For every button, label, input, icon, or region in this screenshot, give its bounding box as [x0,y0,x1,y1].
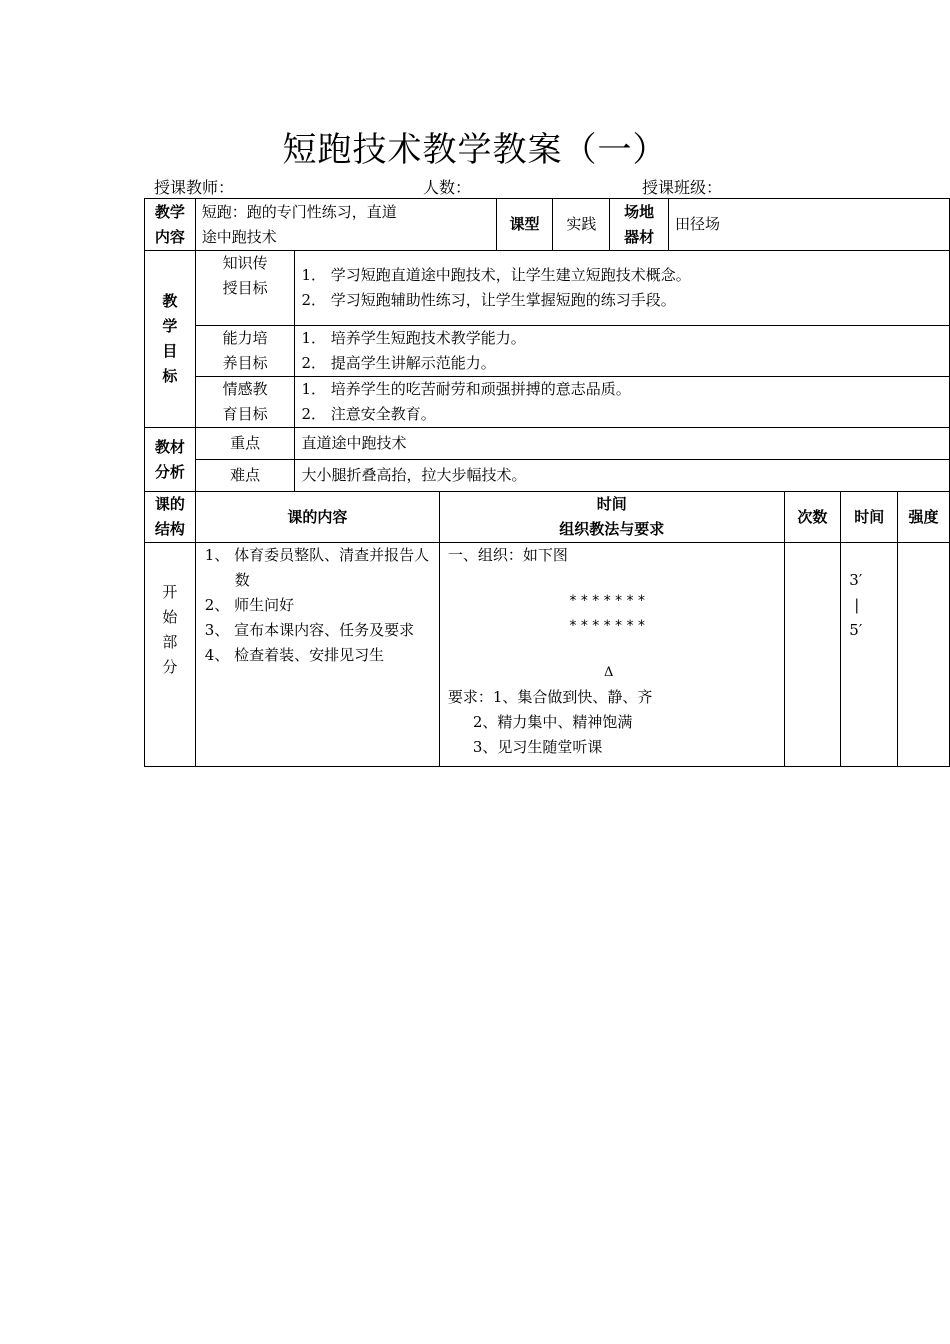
type-value: 实践 [553,199,610,251]
duration-header: 时间 [841,492,898,543]
list-item: 3、 宣布本课内容、任务及要求 [204,621,415,639]
ability-goal-label: 能力培 养目标 [195,326,295,377]
teacher-label: 授课教师： [154,178,235,197]
goals-label: 教 学 目 标 [145,251,196,428]
knowledge-goal-label: 知识传 授目标 [195,251,295,326]
ability-goal-items: 1． 培养学生短跑技术教学能力。 2． 提高学生讲解示范能力。 [295,326,950,377]
type-label: 课型 [496,199,553,251]
list-item: 1、 体育委员整队、清查并报告人数 [204,546,430,589]
requirement-line: 3、见习生随堂听课 [472,738,603,756]
start-section-count [784,543,841,767]
requirement-line: 2、精力集中、精神饱满 [472,713,633,731]
start-section-content [195,543,439,767]
formation-row: ******* [568,618,649,634]
organization-title: 一、组织：如下图 [447,546,568,564]
lesson-content-header: 课的内容 [195,492,439,543]
list-item: 4、 检查着装、安排见习生 [204,646,385,664]
key-point-label: 重点 [195,428,295,460]
page-title: 短跑技术教学教案（一） [282,130,668,170]
requirement-line: 要求：1、集合做到快、静、齐 [447,688,653,706]
content-text: 短跑：跑的专门性练习，直道 途中跑技术 [195,199,496,251]
start-section-label: 开 始 部 分 [145,543,196,767]
venue-value: 田径场 [669,199,950,251]
content-label: 教学 内容 [145,199,196,251]
emotion-goal-label: 情感教 育目标 [195,377,295,428]
difficult-point-value: 大小腿折叠高抬，拉大步幅技术。 [295,460,950,492]
difficult-point-label: 难点 [195,460,295,492]
list-item: 2、 师生问好 [204,596,295,614]
organization-header: 时间 组织教法与要求 [439,492,784,543]
lesson-plan-table [144,198,950,767]
start-section-organization [439,543,784,767]
teacher-triangle-icon: Δ [604,665,614,680]
formation-row: ******* [568,593,649,609]
class-label: 授课班级： [642,178,723,197]
venue-label: 场地 器材 [610,199,669,251]
knowledge-goal-items: 1． 学习短跑直道途中跑技术，让学生建立短跑技术概念。 2． 学习短跑辅助性练习，让学生掌握短跑的练习手段。 [295,251,950,326]
analysis-label: 教材 分析 [145,428,196,492]
emotion-goal-items: 1． 培养学生的吃苦耐劳和顽强拼搏的意志品质。 2． 注意安全教育。 [295,377,950,428]
structure-header-label: 课的 结构 [145,492,196,543]
count-header: 次数 [784,492,841,543]
intensity-header: 强度 [898,492,950,543]
start-section-duration: 3′ | 5′ [841,543,898,767]
key-point-value: 直道途中跑技术 [295,428,950,460]
start-section-intensity [898,543,950,767]
count-label: 人数： [423,178,472,197]
